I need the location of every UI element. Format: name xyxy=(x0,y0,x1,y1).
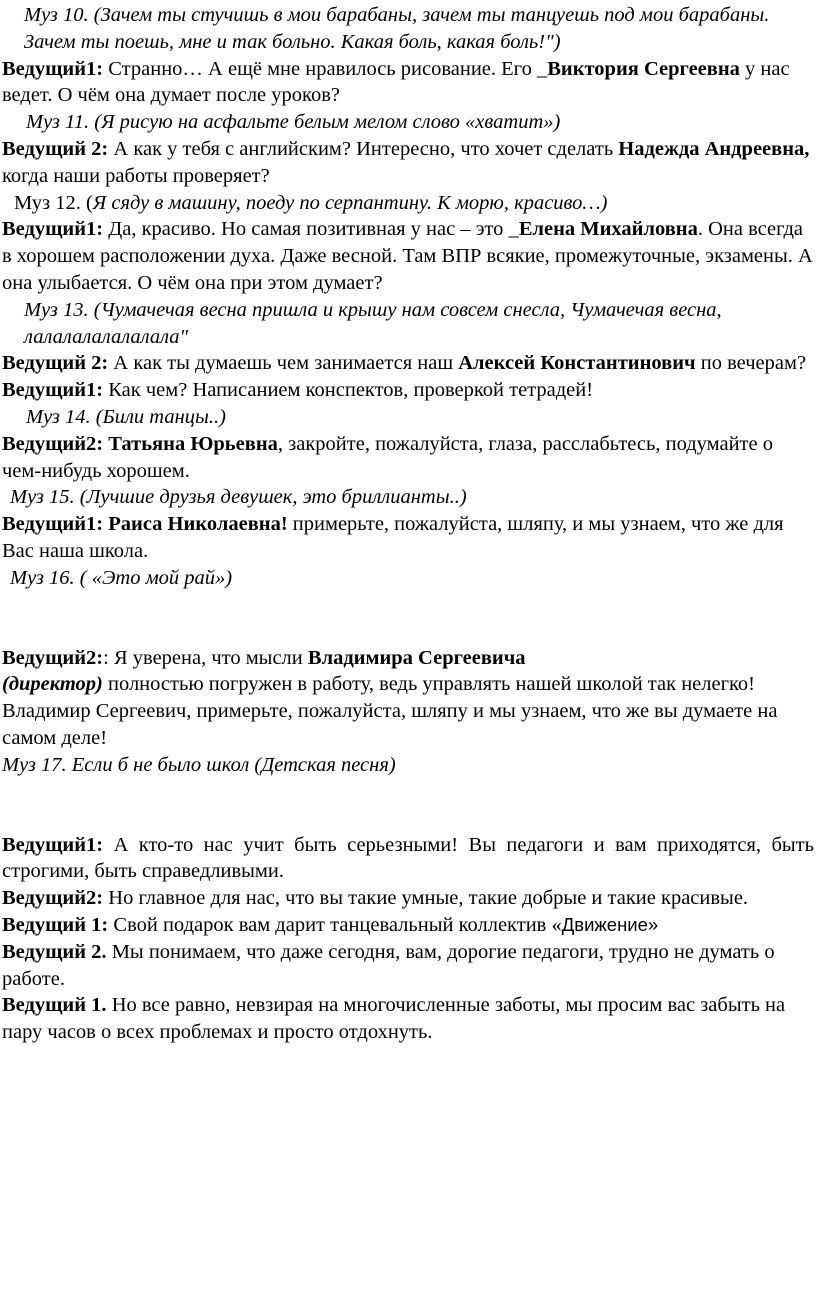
line-host1-drawing xyxy=(2,56,814,110)
speaker-label: Ведущий 2. xyxy=(2,940,107,963)
line-host2-relax xyxy=(2,431,814,485)
dance-group-name: Движение» xyxy=(561,913,659,935)
line-text: Странно… А ещё мне нравилось рисование. Его _ xyxy=(103,57,548,80)
director-role: (директор) xyxy=(2,673,103,696)
spacer xyxy=(2,779,814,832)
speaker-label: Ведущий 1: xyxy=(2,913,109,936)
speaker-label: Ведущий1: xyxy=(2,218,104,241)
line-host1-serious xyxy=(2,832,814,886)
speaker-label: Ведущий2: xyxy=(2,646,104,669)
line-text: А кто-то нас учит быть серьезными! Вы педагоги и вам приходятся, быть строгими, быть справедливыми. xyxy=(2,833,814,883)
teacher-name: Виктория Сергеевна xyxy=(547,57,740,80)
speaker-label: Ведущий 2: xyxy=(2,137,109,160)
line-text: Но все равно, невзирая на многочисленные заботы, мы просим вас забыть на пару часов о всех проблемах и просто отдохнуть. xyxy=(2,994,786,1044)
line-text: , закройте, пожалуйста, глаза, расслабьтесь, подумайте о чем-нибудь хорошем. xyxy=(2,432,773,482)
line-text: Мы понимаем, что даже сегодня, вам, дорогие педагоги, трудно не думать о работе. xyxy=(2,940,775,990)
line-text: по вечерам? xyxy=(695,352,807,375)
teacher-name: Надежда Андреевна, xyxy=(618,137,810,160)
line-host1-positive xyxy=(2,216,814,296)
music-cue-15: Муз 15. (Лучшие друзья девушек, это бриллианты..) xyxy=(10,486,467,509)
line-text: А как у тебя с английским? Интересно, что хочет сделать xyxy=(108,137,619,160)
spacer xyxy=(2,592,814,645)
line-text: Свой подарок вам дарит танцевальный коллектив « xyxy=(108,913,562,936)
speaker-label: Ведущий2: xyxy=(2,887,104,910)
line-text: примерьте, пожалуйста, шляпу, и мы узнаем, что же для Вас наша школа. xyxy=(2,513,784,562)
line-host2-english xyxy=(2,136,814,190)
speaker-label: Ведущий1: Раиса Николаевна! xyxy=(2,513,288,536)
line-text: А как ты думаешь чем занимается наш xyxy=(108,352,459,375)
line-host1-rest xyxy=(2,992,814,1046)
speaker-label: Ведущий2: Татьяна Юрьевна xyxy=(2,432,278,455)
music-cue-14: Муз 14. (Били танцы..) xyxy=(26,405,226,428)
speaker-label: Ведущий1: xyxy=(2,57,104,80)
line-host2-evenings xyxy=(2,350,814,377)
line-host1-notes xyxy=(2,377,814,404)
speaker-label: Ведущий1: xyxy=(2,833,104,856)
teacher-name: Алексей Константинович xyxy=(458,352,696,375)
music-cue-13: Муз 13. (Чумачечая весна пришла и крышу нам совсем снесла, Чумачечая весна, лалалалалалалала" xyxy=(24,298,722,348)
line-host2-director xyxy=(2,645,814,752)
music-cue-10: Муз 10. (Зачем ты стучишь в мои барабаны, зачем ты танцуешь под мои барабаны. Зачем ты поешь, мне и так больно. Какая боль, какая боль!") xyxy=(24,4,770,53)
music-cue-text: Я сяду в машину, поеду по серпантину. К морю, красиво…) xyxy=(92,191,608,214)
line-host1-dance xyxy=(2,912,814,939)
line-text: Но главное для нас, что вы такие умные, такие добрые и такие красивые. xyxy=(103,887,749,910)
music-cue-label: Муз 12. ( xyxy=(14,191,93,214)
teacher-name: Елена Михайловна xyxy=(518,218,698,241)
music-cue-12 xyxy=(2,190,814,217)
line-text: когда наши работы проверяет? xyxy=(2,164,270,187)
music-cue-16: Муз 16. ( «Это мой рай») xyxy=(10,566,233,589)
director-name: Владимира Сергеевича xyxy=(307,646,526,669)
line-text: Как чем? Написанием конспектов, проверкой тетрадей! xyxy=(103,379,594,402)
speaker-label: Ведущий 1. xyxy=(2,994,107,1017)
line-text: у нас ведет. О чём она думает после уроков? xyxy=(2,57,790,107)
line-host2-kind xyxy=(2,885,814,912)
speaker-label: Ведущий 2: xyxy=(2,352,109,375)
line-text: Да, красиво. Но самая позитивная у нас – это _ xyxy=(103,218,519,241)
line-text: : Я уверена, что мысли xyxy=(103,646,308,669)
music-cue-17: Муз 17. Если б не было школ (Детская песня) xyxy=(2,753,396,776)
speaker-label: Ведущий1: xyxy=(2,379,104,402)
line-text: полностью погружен в работу, ведь управлять нашей школой так нелегко! Владимир Сергеевич, примерьте, пожалуйста, шляпу и мы узнаем, что же вы думаете на самом деле! xyxy=(2,673,778,749)
line-host2-work xyxy=(2,939,814,993)
music-cue-11: Муз 11. (Я рисую на асфальте белым мелом слово «хватит») xyxy=(26,111,561,134)
line-host1-hat xyxy=(2,511,814,565)
line-text: . Она всегда в хорошем расположении духа. Даже весной. Там ВПР всякие, промежуточные, экзамены. А она улыбается. О чём она при этом думает? xyxy=(2,218,813,294)
